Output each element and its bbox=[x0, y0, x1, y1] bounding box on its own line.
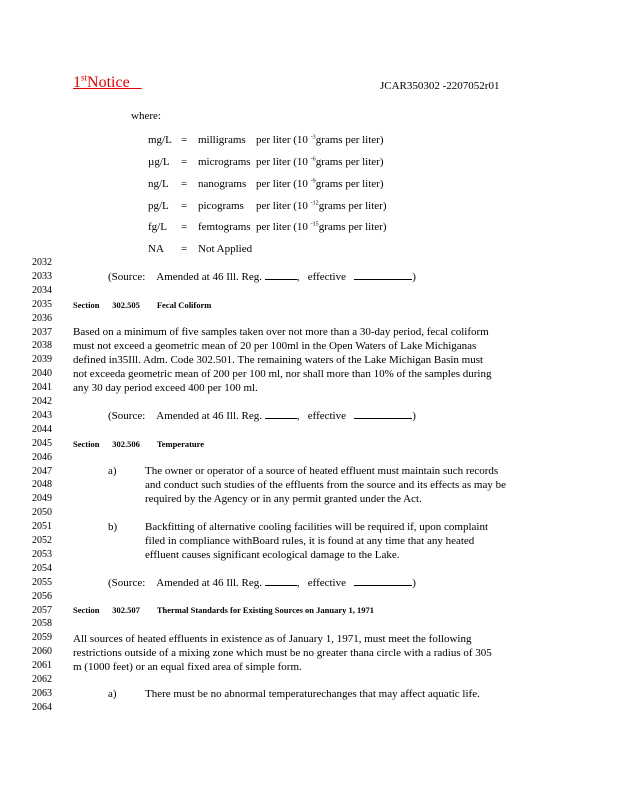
unit-description: per liter (10 $^{-12}$grams per liter) bbox=[256, 200, 387, 212]
text-line: must not exceed a geometric mean of 20 per 100ml in the Open Waters of Lake Michiganas bbox=[73, 340, 477, 352]
line-number: 2054 bbox=[32, 562, 52, 574]
line-number: 2055 bbox=[32, 576, 52, 588]
line-number: 2032 bbox=[32, 257, 52, 268]
unit-name: milligrams bbox=[198, 134, 246, 146]
unit-abbr: fg/L bbox=[148, 221, 167, 233]
item-506b-text bbox=[145, 521, 488, 563]
line-number: 2040 bbox=[32, 368, 52, 380]
line-number: 2043 bbox=[32, 409, 52, 421]
text-line: and conduct such studies of the effluents from the source and its effects as may be bbox=[145, 479, 506, 491]
unit-equals: = bbox=[181, 156, 188, 168]
line-number: 2047 bbox=[32, 465, 52, 477]
line-number: 2045 bbox=[32, 437, 52, 449]
source-note: (Source: Amended at 46 Ill. Reg. , effective ) bbox=[108, 577, 416, 589]
text-line: The owner or operator of a source of heated effluent must maintain such records bbox=[145, 465, 499, 477]
unit-description: per liter (10 $^{-9}$grams per liter) bbox=[256, 178, 384, 190]
line-number: 2037 bbox=[32, 326, 52, 338]
line-number: 2044 bbox=[32, 423, 52, 435]
unit-description: per liter (10 $^{-3}$grams per liter) bbox=[256, 134, 384, 146]
section-heading-302-507: Section 302.507 Thermal Standards for Existing Sources on January 1, 1971 bbox=[73, 605, 374, 615]
unit-description: per liter (10 $^{-15}$grams per liter) bbox=[256, 221, 387, 233]
line-number: 2041 bbox=[32, 382, 52, 394]
text-line: filed in compliance withBoard rules, it is found at any time that any heated bbox=[145, 535, 475, 547]
unit-name: Not Applied bbox=[198, 243, 253, 255]
text-line: m (1000 feet) or an equal fixed area of simple form. bbox=[73, 661, 302, 673]
document-id: JCAR350302 -2207052r01 bbox=[380, 80, 500, 92]
line-number: 2053 bbox=[32, 548, 52, 560]
line-number: 2039 bbox=[32, 354, 52, 366]
text-line: Backfitting of alternative cooling facilities will be required if, upon complaint bbox=[145, 521, 489, 533]
line-number: 2059 bbox=[32, 632, 52, 644]
text-line: restrictions outside of a mixing zone which must be no greater thana circle with a radius of 305 bbox=[73, 647, 492, 659]
line-number: 2060 bbox=[32, 646, 52, 658]
item-507a-text: There must be no abnormal temperaturechanges that may affect aquatic life. bbox=[145, 688, 480, 700]
unit-equals: = bbox=[181, 221, 188, 233]
line-number: 2056 bbox=[32, 590, 52, 602]
text-line: required by the Agency or in any permit granted under the Act. bbox=[145, 493, 422, 505]
line-number: 2052 bbox=[32, 535, 52, 546]
line-number: 2049 bbox=[32, 493, 52, 505]
unit-abbr: µg/L bbox=[148, 156, 170, 168]
line-number: 2042 bbox=[32, 396, 52, 407]
text-line: Based on a minimum of five samples taken over not more than a 30-day period, fecal coliform bbox=[73, 326, 489, 338]
line-number: 2062 bbox=[32, 674, 52, 685]
section-heading-302-505: Section 302.505 Fecal Coliform bbox=[73, 300, 212, 310]
line-number: 2046 bbox=[32, 451, 52, 463]
line-number: 2034 bbox=[32, 284, 52, 296]
item-label: b) bbox=[108, 521, 118, 533]
item-506a-text bbox=[145, 465, 506, 507]
text-line: All sources of heated effluents in existence as of January 1, 1971, must meet the following bbox=[73, 633, 472, 645]
section-302-507-text bbox=[73, 633, 492, 675]
item-label: a) bbox=[108, 465, 117, 477]
line-number: 2050 bbox=[32, 507, 52, 519]
line-number: 2036 bbox=[32, 312, 52, 324]
text-line: any 30 day period exceed 400 per 100 ml. bbox=[73, 382, 258, 394]
where-label: where: bbox=[131, 110, 161, 122]
line-number: 2035 bbox=[32, 298, 52, 310]
section-302-505-text bbox=[73, 326, 492, 396]
unit-name: nanograms bbox=[198, 178, 247, 190]
line-number: 2038 bbox=[32, 340, 52, 352]
line-number: 2061 bbox=[32, 660, 52, 672]
source-note: (Source: Amended at 46 Ill. Reg. , effective ) bbox=[108, 410, 416, 422]
line-number: 2051 bbox=[32, 521, 52, 533]
unit-abbr: NA bbox=[148, 243, 164, 255]
text-line: defined in35Ill. Adm. Code 302.501. The remaining waters of the Lake Michigan Basin must bbox=[73, 354, 484, 366]
source-note: (Source: Amended at 46 Ill. Reg. , effective ) bbox=[108, 271, 416, 283]
line-number: 2063 bbox=[32, 687, 52, 699]
unit-abbr: mg/L bbox=[148, 134, 172, 146]
unit-equals: = bbox=[181, 134, 188, 146]
unit-name: micrograms bbox=[198, 156, 251, 168]
line-number: 2033 bbox=[32, 270, 52, 282]
text-line: not exceeda geometric mean of 200 per 100 ml, nor shall more than 10% of the samples during bbox=[73, 368, 492, 380]
text-line: effluent causes significant ecological damage to the Lake. bbox=[145, 549, 400, 561]
unit-name: femtograms bbox=[198, 221, 251, 233]
line-number: 2057 bbox=[32, 604, 52, 616]
unit-abbr: ng/L bbox=[148, 178, 169, 190]
line-number: 2058 bbox=[32, 618, 52, 630]
section-heading-302-506: Section 302.506 Temperature bbox=[73, 439, 205, 449]
unit-equals: = bbox=[181, 200, 188, 212]
unit-equals: = bbox=[181, 178, 188, 190]
notice-heading: 1stNotice bbox=[73, 72, 130, 91]
unit-description: per liter (10 $^{-6}$grams per liter) bbox=[256, 156, 384, 168]
item-label: a) bbox=[108, 688, 117, 700]
unit-name: picograms bbox=[198, 200, 244, 212]
line-number: 2048 bbox=[32, 479, 52, 491]
unit-equals: = bbox=[181, 243, 188, 255]
line-number: 2064 bbox=[32, 701, 52, 713]
unit-abbr: pg/L bbox=[148, 200, 169, 212]
